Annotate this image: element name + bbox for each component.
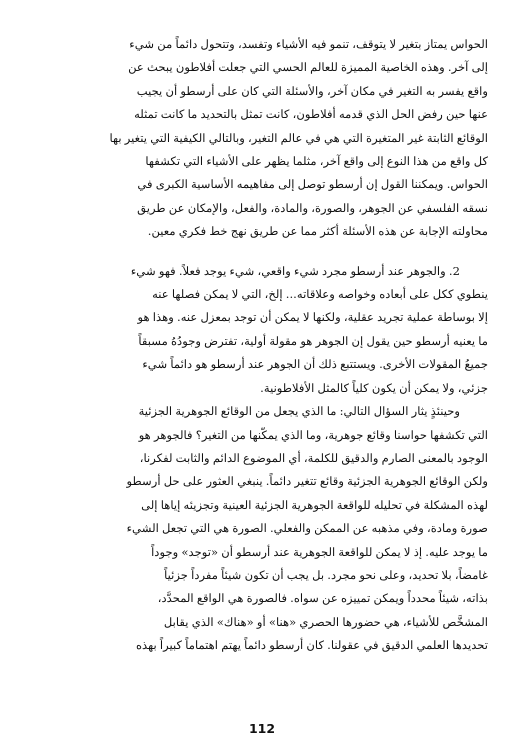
text-line: واقع يفسر به التغير في مكان آخر، والأسئلة التي كان على أرسطو أن يجيب [136, 83, 488, 98]
text-line: نسقه الفلسفي عن الجوهر، والصورة، والمادة، والفعل، والإمكان عن طريق [137, 200, 488, 215]
book-page-text [36, 33, 488, 658]
text-line: تحديدها العلمي الدقيق في عقولنا. كان أرسطو دائماً يهتم اهتماماً كبيراً بهذه [135, 638, 488, 653]
text-line: صورة ومادة، وفي مذهبه عن الممكن والفعلي. الصورة هي التي تجعل الشيء [126, 521, 488, 536]
text-line: إلا بوساطة عملية تجريد عقلية، ولكنها لا يمكن أن توجد بمعزل عنه. وهذا هو [137, 310, 488, 325]
text-line: التي تكشفها حواسنا وقائع جوهرية، وما الذي يمكّنها من التغير؟ فالجوهر هو [138, 427, 488, 442]
text-line: ينطوي ككل على أبعاده وخواصه وعلاقاته... إلخ، التي لا يمكن فصلها عنه [152, 287, 488, 302]
text-line: 2. والجوهر عند أرسطو مجرد شيء واقعي، شيء يوجد فعلاً. فهو شيء [130, 263, 460, 278]
paragraph-spacer [36, 244, 488, 260]
text-line: الحواس يمتاز بتغير لا يتوقف، تنمو فيه الأشياء وتفسد، وتتحول دائماً من شيء [129, 37, 488, 51]
paragraph-1 [36, 33, 488, 244]
text-line: بذاته، شيئاً محدداً ويمكن تمييزه عن سواه. فالصورة هي الواقع المحدَّد، [157, 591, 488, 606]
text-line: غامضاً، بلا تحديد، وعلى نحو مجرد. بل يجب أن تكون شيئاً مفرداً جزئياً [164, 567, 488, 582]
text-line: لهذه المشكلة في تحليله للواقعة الجوهرية الجزئية العينية وتجزيئه إياها إلى [141, 497, 488, 512]
text-line: وحينئذٍ يثار السؤال التالي: ما الذي يجعل من الوقائع الجوهرية الجزئية [138, 404, 460, 419]
text-line: كل واقع من هذا النوع إلى واقع آخر، مثلما يظهر على الأشياء التي تكشفها [145, 154, 488, 169]
text-line: الوقائع الثابتة غير المتغيرة التي هي في عالم التغير، وبالتالي الكيفية التي يتغير بها [109, 130, 488, 145]
text-line: ولكن الوقائع الجوهرية الجزئية وقائع تتغير دائماً. ينبغي العثور على حل أرسطو [126, 474, 488, 489]
text-line: عنها حين رفض الحل الذي قدمه أفلاطون، كانت تمثل بالتحديد ما كانت تمثله [134, 107, 488, 122]
text-line: جزئي، ولا يمكن أن يكون كلياً كالمثل الأفلاطونية. [260, 380, 488, 395]
text-line: المشخَّص للأشياء، هي حضورها الحصري «هنا» أو «هناك» الذي يقابل [163, 614, 488, 629]
text-line: الحواس. ويمكننا القول إن أرسطو توصل إلى مفاهيمه الأساسية الكبرى في [137, 177, 488, 192]
text-line: ما يوجد عليه. إذ لا يمكن للواقعة الجوهرية عند أرسطو أن «توجد» وجوداً [151, 544, 488, 559]
paragraph-3 [36, 400, 488, 657]
text-line: جميعُ المقولات الأخرى. ويستتبع ذلك أن الجوهر عند أرسطو هو دائماً شيء [142, 357, 488, 372]
text-line: محاولته الإجابة عن هذه الأسئلة أكثر مما عن طريق نهج خط فكري معين. [147, 224, 488, 239]
text-line: إلى آخر. وهذه الخاصية المميزة للعالم الحسي التي جعلت أفلاطون يبحث عن [128, 60, 488, 75]
page-number: 112 [248, 721, 276, 736]
paragraph-2 [36, 260, 488, 400]
text-line: ما يعنيه أرسطو حين يقول إن الجوهر هو مقولة أولية، تفترض وجودُهُ مسبقاً [138, 333, 488, 348]
text-line: الوجود بالمعنى الصارم والدقيق للكلمة، أي الموضوع الدائم والثابت لفكرنا، [139, 450, 488, 465]
